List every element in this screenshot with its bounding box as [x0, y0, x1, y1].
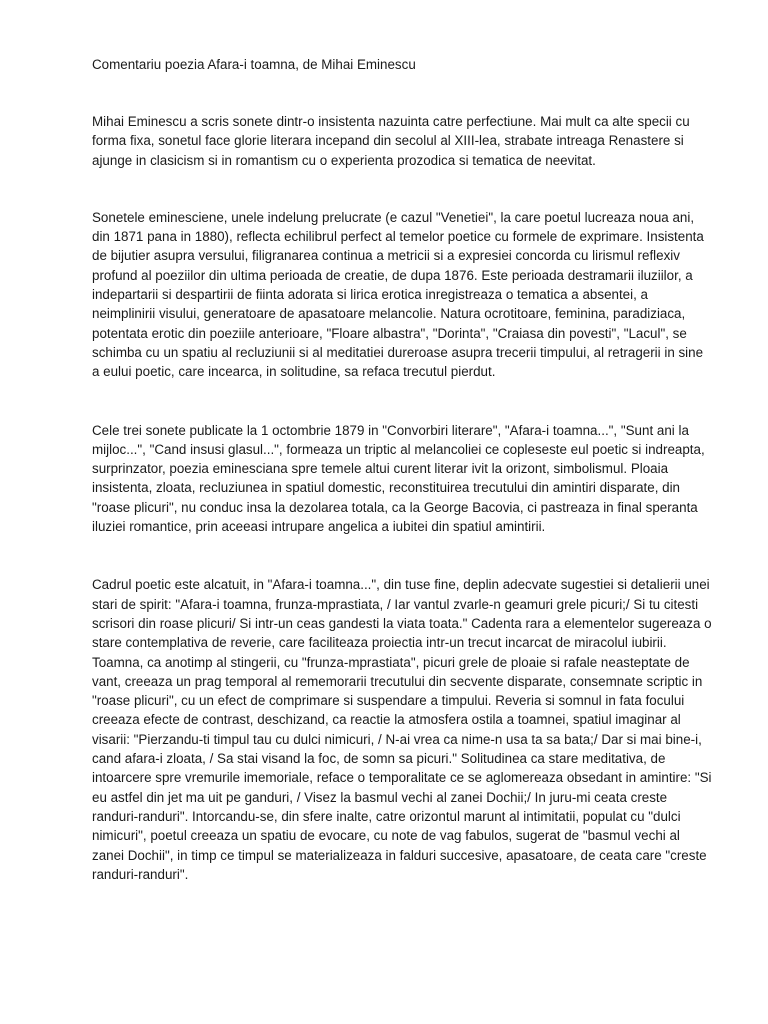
paragraph-poetic-frame: Cadrul poetic este alcatuit, in "Afara-i toamna...", din tuse fine, deplin adecvate sugestiei si detalierii unei stari de spirit: "Afara-i toamna, frunza-mprastiata, / Iar vantul zvarle-n geamuri grele picuri;/ Si tu citesti scrisori din roase plicuri/ Si intr-un ceas gandesti la viata toata." Cadenta rara a elementelor sugereaza o stare contemplativa de reverie, care faciliteaza proiectia intr-un trecut incarcat de miracolul iubirii. Toamna, ca anotimp al stingerii, cu "frunza-mprastiata", picuri grele de ploaie si rafale neasteptate de vant, creeaza un prag temporal al rememorarii trecutului din secvente disparate, consemnate scriptic in "roase plicuri", cu un efect de comprimare si suspendare a timpului. Reveria si somnul in fata focului creeaza efecte de contrast, deschizand, ca reactie la atmosfera ostila a toamnei, spatiul imaginar al visarii: "Pierzandu-ti timpul tau cu dulci nimicuri, / N-ai vrea ca nime-n usa ta sa bata;/ Dar si mai bine-i, cand afara-i zloata, / Sa stai visand la foc, de somn sa picuri." Solitudinea ca stare meditativa, de intoarcere spre vremurile imemoriale, reface o temporalitate ce se aglomereaza obsedant in amintire: "Si eu astfel din jet ma uit pe ganduri, / Visez la basmul vechi al zanei Dochii;/ In juru-mi ceata creste randuri-randuri". Intorcandu-se, din sfere inalte, catre orizontul marunt al intimitatii, populat cu "dulci nimicuri", poetul creeaza un spatiu de evocare, cu note de vag fabulos, sugerat de "basmul vechi al zanei Dochii", in timp ce timpul se materializeaza in falduri succesive, apasatoare, de ceata care "creste randuri-randuri". [92, 577, 712, 882]
document-title: Comentariu poezia Afara-i toamna, de Mihai Eminescu [92, 57, 416, 72]
paragraph-intro: Mihai Eminescu a scris sonete dintr-o insistenta nazuinta catre perfectiune. Mai mult ca alte specii cu forma fixa, sonetul face glorie literara incepand din secolul al XIII-lea, strabate intreaga Renastere si ajunge in clasicism si in romantism cu o experienta prozodica si tematica de neevitat. [92, 114, 690, 168]
document-page [92, 55, 714, 884]
paragraph-triptych: Cele trei sonete publicate la 1 octombrie 1879 in "Convorbiri literare", "Afara-i toamna...", "Sunt ani la mijloc...", "Cand insusi glasul...", formeaza un triptic al melancoliei ce copleseste eul poetic si indreapta, surprinzator, poezia eminesciana spre temele altui curent literar ivit la orizont, simbolismul. Ploaia insistenta, zloata, recluziunea in spatiul domestic, reconstituirea trecutului din amintiri disparate, din "roase plicuri", nu conduc insa la dezolarea totala, ca la George Bacovia, ci pastreaza in final speranta iluziei romantice, prin aceeasi intrupare angelica a iubitei din spatiul amintirii. [92, 422, 705, 535]
paragraph-sonnets: Sonetele eminesciene, unele indelung prelucrate (e cazul "Venetiei", la care poetul lucreaza noua ani, din 1871 pana in 1880), reflecta echilibrul perfect al temelor poetice cu formele de exprimare. Insistenta de bijutier asupra versului, filigranarea continua a metricii si a expresiei concorda cu lirismul reflexiv profund al poeziilor din ultima perioada de creatie, de dupa 1876. Este perioada destramarii iluziilor, a indepartarii si despartirii de fiinta adorata si lirica erotica inregistreaza o tematica a absentei, a neimplinirii visului, generatoare de apasatoare melancolie. Natura ocrotitoare, feminina, paradiziaca, potentata erotic din poeziile anterioare, "Floare albastra", "Dorinta", "Craiasa din povesti", "Lacul", se schimba cu un spatiu al recluziunii si al meditatiei dureroase asupra trecerii timpului, al retragerii in sine a eului poetic, care incearca, in solitudine, sa refaca trecutul pierdut. [92, 209, 704, 380]
